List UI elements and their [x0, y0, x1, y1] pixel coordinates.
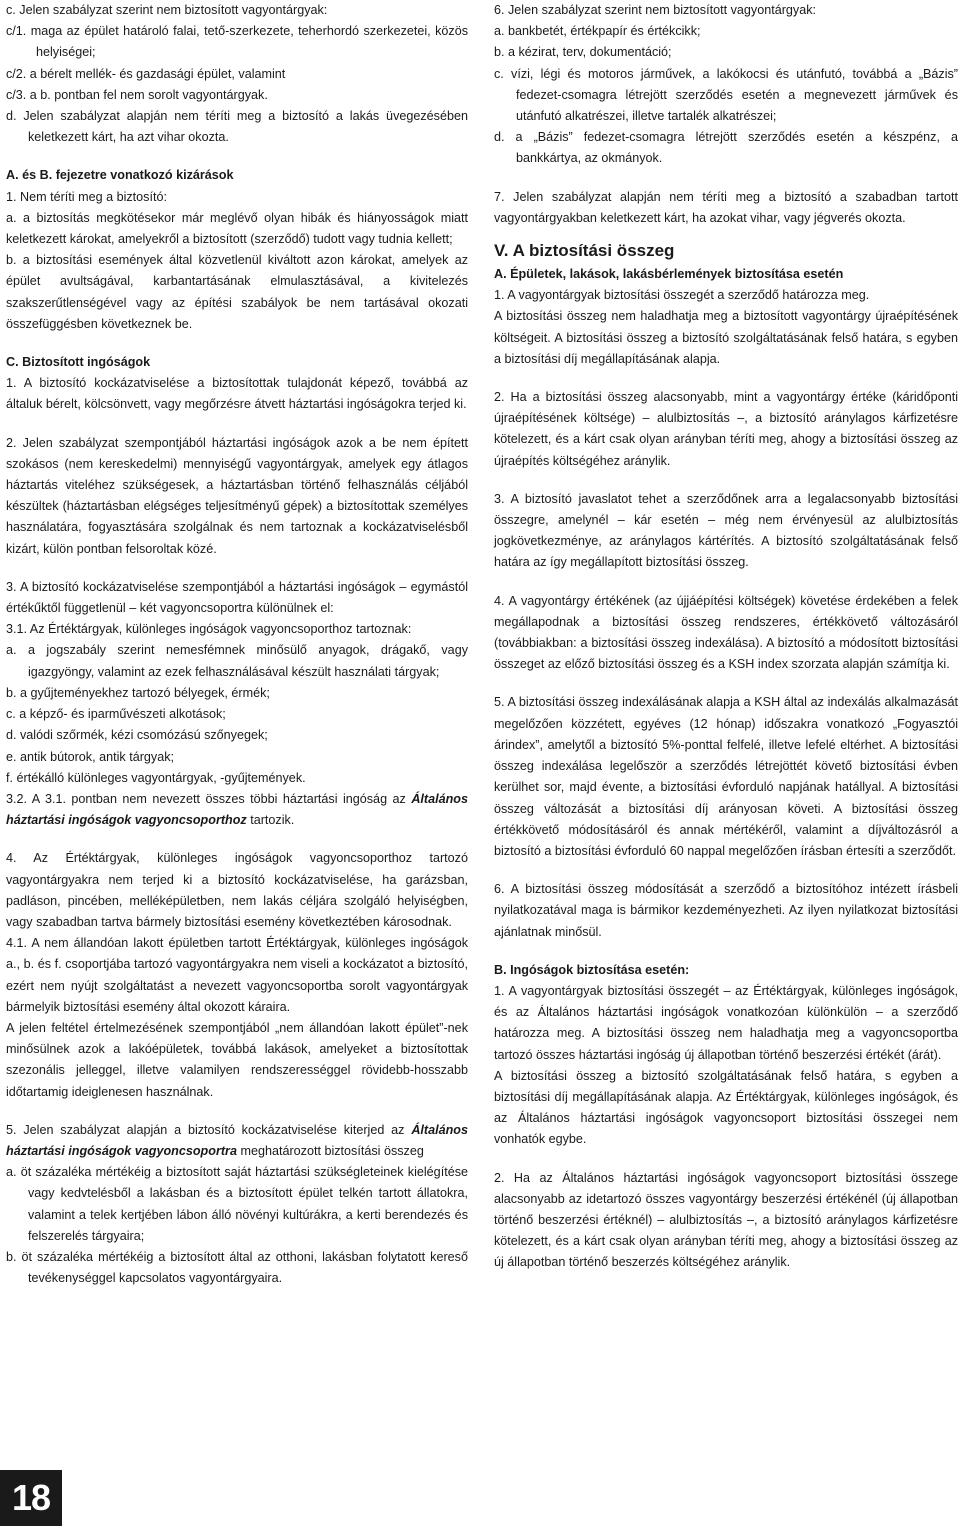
paragraph-c3: 3. A biztosító kockázatviselése szempontjából a háztartási ingóságok – egymástól értékűktől függetlenül – két vagyoncsoportra különülnek el:: [6, 579, 468, 616]
paragraph-exclusions-intro: 1. Nem téríti meg a biztosító:: [6, 189, 167, 204]
list-item-c2: c/2. a bérelt mellék- és gazdasági épület, valamint: [6, 66, 286, 81]
paragraph-3-1: 3.1. Az Értéktárgyak, különleges ingóságok vagyoncsoporthoz tartoznak:: [6, 622, 412, 637]
section-heading-a: A. Épületek, lakások, lakásbérlemények biztosítása esetén: [494, 267, 844, 282]
list-item-6-a: a. bankbetét, értékpapír és értékcikk;: [494, 24, 701, 39]
paragraph-7: 7. Jelen szabályzat alapján nem téríti meg a biztosító a szabadban tartott vagyontárgyakban keletkezett kárt, ha azokat vihar, vagy jégverés okozta.: [494, 189, 958, 225]
paragraph-a2: 2. Ha a biztosítási összeg alacsonyabb, mint a vagyontárgy értéke (káridőponti újraépítésének költsége) – alulbiztosítás –, a biztosító aránylagos kárfizetésre kötelezett, és a kárt csak olyan arányban téríti meg, ahogy a biztosítási összeg az újraépítés költségéhez aránylik.: [494, 390, 958, 468]
list-item-3-1-c: c. a képző- és iparművészeti alkotások;: [6, 707, 226, 722]
section-heading-b: B. Ingóságok biztosítása esetén:: [494, 962, 690, 977]
list-item-3-1-d: d. valódi szőrmék, kézi csomózású szőnyegek;: [6, 728, 268, 743]
paragraph-5-text: 5. Jelen szabályzat alapján a biztosító kockázatviselése kiterjed az: [6, 1122, 412, 1137]
section-heading-exclusions: A. és B. fejezetre vonatkozó kizárások: [6, 168, 234, 183]
list-item-6-d: d. a „Bázis” fedezet-csomagra létrejött szerződés esetén a készpénz, a bankkártya, az okmányok.: [494, 130, 958, 166]
right-column: [494, 0, 958, 1274]
paragraph-a6: 6. A biztosítási összeg módosítását a szerződő a biztosítóhoz intézett írásbeli nyilatkozatával maga is bármikor kezdeményezheti. Az ilyen nyilatkozat biztosítási ajánlatnak minősül.: [494, 882, 958, 939]
paragraph-3-2-emphasis: Általános háztartási ingóságok vagyoncsoporthoz: [6, 791, 468, 828]
paragraph-5: [6, 1120, 468, 1162]
paragraph-3-2-text: 3.2. A 3.1. pontban nem nevezett összes többi háztartási ingóság az: [6, 791, 412, 806]
section-title-v: V. A biztosítási összeg: [494, 241, 675, 261]
paragraph-6: 6. Jelen szabályzat szerint nem biztosított vagyontárgyak:: [494, 3, 817, 17]
paragraph-3-2: [6, 789, 468, 831]
paragraph-c: c. Jelen szabályzat szerint nem biztosított vagyontárgyak:: [6, 3, 328, 17]
paragraph-4-1: 4.1. A nem állandóan lakott épületben tartott Értéktárgyak, különleges ingóságok a., b. és f. csoportjába tartozó vagyontárgyakra nem viseli a kockázatot a biztosító, ezért nem nyújt szolgáltatást a nevezett vagyoncsoportba sorolt vagyontárgyak bármelyik biztosítási esemény által okozott káraira.: [6, 936, 468, 1014]
list-item-3-1-f: f. értékálló különleges vagyontárgyak, -gyűjtemények.: [6, 770, 306, 785]
list-item-5-a: a. öt százaléka mértékéig a biztosított saját háztartási szükségleteinek kielégítése vagy kedvtelésből a lakásban és a biztosított épület telkén tartott állatokra, valamint a telek kertjében lábon álló növényi kultúrákra, a kerti berendezés és felszerelés tárgyaira;: [6, 1165, 468, 1243]
paragraph-d: d. Jelen szabályzat alapján nem téríti meg a biztosító a lakás üvegezésében keletkezett kárt, ha azt vihar okozta.: [6, 109, 468, 145]
paragraph-5-emphasis: Általános háztartási ingóságok vagyoncsoportra: [6, 1122, 468, 1158]
paragraph-b1-detail: A biztosítási összeg a biztosító szolgáltatásának felső határa, s egyben a biztosítási díj megállapításának alapja. Az Értéktárgyak, különleges ingóságok, és az Általános háztartási ingóságok vagyoncsoport biztosítási összegei nem vonhatók egybe.: [494, 1068, 958, 1147]
section-heading-c: C. Biztosított ingóságok: [6, 355, 151, 370]
left-column: [6, 0, 468, 1289]
paragraph-c2: 2. Jelen szabályzat szempontjából háztartási ingóságok azok a be nem épített szokásos (nem kereskedelmi) mennyiségű vagyontárgyak, amelyek egy átlagos háztartás viteléhez szükségesek, a háztartásban történő felhasználás céljából készültek (háztartásban elégséges teljesítményű gépek) a biztosítottak személyes használatára, fogyasztására szolgálnak és nem tartoznak a kockázatviselésből kizárt, külön pontban felsoroltak közé.: [6, 435, 468, 556]
paragraph-definition: A jelen feltétel értelmezésének szempontjából „nem állandóan lakott épület”-nek minősülnek azok a lakóépületek, továbbá lakások, amelyeket a biztosítottak szezonális jelleggel, illetve valamilyen rendszerességgel rövidebb-hosszabb időtartamig ideiglenesen használnak.: [6, 1020, 468, 1099]
paragraph-4: 4. Az Értéktárgyak, különleges ingóságok vagyoncsoporthoz tartozó vagyontárgyakra nem terjed ki a biztosító kockázatviselése, ha garázsban, padláson, pincében, melléképületben, nem lakás céljára szolgáló helyiségben, vagy szabadban tartva bármely biztosítási esemény következtében károsodnak.: [6, 851, 468, 929]
list-item-c3: c/3. a b. pontban fel nem sorolt vagyontárgyak.: [6, 87, 268, 102]
list-item-a: a. a biztosítás megkötésekor már meglévő olyan hibák és hiányosságok miatt keletkezett károkat, amelyekről a biztosított (szerződő) tudott vagy tudnia kellett;: [6, 210, 468, 247]
paragraph-c1: 1. A biztosító kockázatviselése a biztosítottak tulajdonát képező, továbbá az általuk bérelt, kölcsönvett, vagy megőrzésre átvett háztartási ingóságokra terjed ki.: [6, 376, 468, 412]
list-item-c1: c/1. maga az épület határoló falai, tető-szerkezete, teherhordó szerkezetei, közös helyiségei;: [6, 24, 468, 60]
paragraph-a3: 3. A biztosító javaslatot tehet a szerződőnek arra a legalacsonyabb biztosítási összegre, amelynél – kár esetén – még nem érvényesül az alulbiztosítás jogkövetkezménye, az aránylagos kártérítés. A biztosító szolgáltatásának felső határa az így megállapított biztosítási összeg.: [494, 491, 958, 570]
list-item-6-b: b. a kézirat, terv, dokumentáció;: [494, 45, 672, 60]
paragraph-a1: 1. A vagyontárgyak biztosítási összegét a szerződő határozza meg.: [494, 288, 870, 303]
paragraph-b2: 2. Ha az Általános háztartási ingóságok vagyoncsoport biztosítási összege alacsonyabb az idetartozó összes vagyontárgy beszerzési értékénél (új állapotban történő beszerzési értéknél) – alulbiztosítás –, a biztosító aránylagos kárfizetésre kötelezett, és a kárt csak olyan arányban téríti meg, ahogy a biztosítási összeg az új állapotban történő beszerzés költségéhez aránylik.: [494, 1170, 958, 1270]
paragraph-a1-detail: A biztosítási összeg nem haladhatja meg a biztosított vagyontárgy újraépítésének költségeit. A biztosítási összeg a biztosító szolgáltatásának felső határa, s egyben a biztosítási díj megállapításának alapja.: [494, 309, 958, 366]
list-item-3-1-a: a. a jogszabály szerint nemesfémnek minősülő anyagok, drágakő, vagy igazgyöngy, valamint az ezek felhasználásával készült használati tárgyak;: [6, 643, 468, 679]
paragraph-a4: 4. A vagyontárgy értékének (az újjáépítési költségek) követése érdekében a felek megállapodnak a biztosítási összeg rendszeres, értékkövető változásáról (továbbiakban: a biztosítási összeg indexálása). A biztosító a módosított biztosítási összeget az előző biztosítási összeg és a KSH index szorzata alapján számítja ki.: [494, 593, 958, 672]
list-item-b: b. a biztosítási események által közvetlenül kiváltott azon károkat, amelyek az épület avultságával, karbantartásának elmulasztásával, a kivitelezés szakszerűtlenségével vagy az építési szabályok be nem tartásával okozati összefüggésben következnek be.: [6, 253, 468, 331]
paragraph-5-end: meghatározott biztosítási összeg: [236, 1143, 424, 1158]
page-number-badge: 18: [0, 1470, 62, 1526]
paragraph-b1: 1. A vagyontárgyak biztosítási összegét – az Értéktárgyak, különleges ingóságok, és az Általános háztartási ingóságok vonatkozóan különkülön – a szerződő határozza meg. A biztosítási összeg nem haladhatja meg a vagyoncsoportba tartozó összes háztartási ingóság új állapotban történő beszerzési értékét (árát).: [494, 983, 958, 1062]
paragraph-3-2-end: tartozik.: [246, 813, 295, 828]
list-item-5-b: b. öt százaléka mértékéig a biztosított által az otthoni, lakásban folytatott kereső tevékenységgel kapcsolatos vagyontárgyaira.: [6, 1249, 468, 1286]
list-item-3-1-e: e. antik bútorok, antik tárgyak;: [6, 749, 175, 764]
paragraph-a5: 5. A biztosítási összeg indexálásának alapja a KSH által az indexálás alkalmazását megelőzően közzétett, egyéves (12 hónap) időszakra vonatkozó „Fogyasztói árindex”, amelytől a biztosító 5%-ponttal felfelé, illetve lefelé eltérhet. A biztosítási összeg indexálása legelőször a szerződés létrejöttét követő biztosítási évben kerülhet sor, majd évente, a biztosítási évforduló napjának hatállyal. A biztosítási összeg változását a biztosítási díj arányosan követi. A biztosítási összeg értékkövető módosításáról és annak mértékéről, valamint a díjváltozásról a biztosító a biztosítási évforduló 60 nappal megelőzően írásban értesíti a szerződőt.: [494, 695, 958, 858]
list-item-3-1-b: b. a gyűjteményekhez tartozó bélyegek, érmék;: [6, 685, 270, 700]
list-item-6-c: c. vízi, légi és motoros járművek, a lakókocsi és utánfutó, továbbá a „Bázis” fedezet-csomagra létrejött szerződés esetén a megnevezett járművek és utánfutó alkatrészei, illetve tartalék alkatrészei;: [494, 66, 958, 124]
